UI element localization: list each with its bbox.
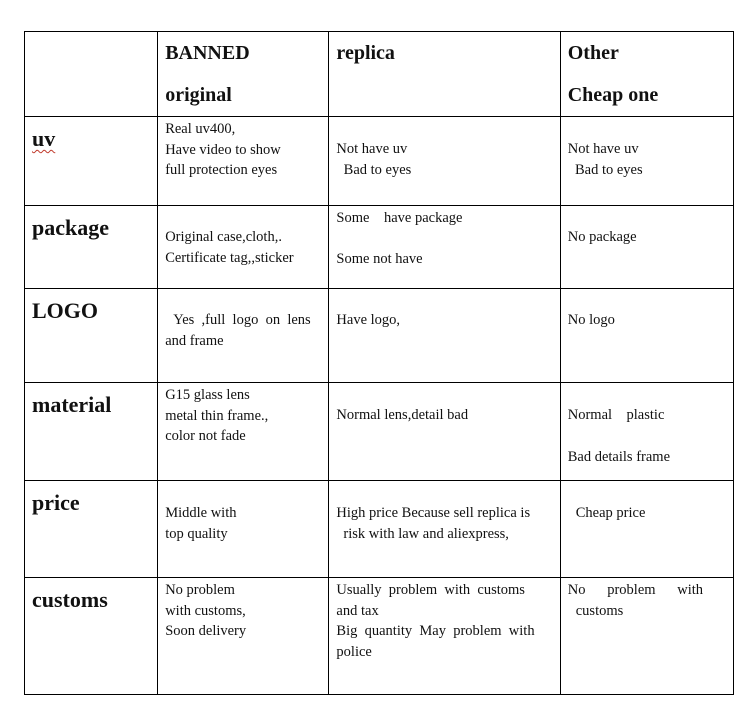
header-other-cheap [560,32,733,117]
row-label: package [32,215,109,240]
replica-cell [329,289,560,383]
cell-line: Certificate tag,,sticker [165,249,294,266]
cell-line: No logo [567,312,615,328]
header-replica [329,32,560,117]
replica-cell [329,578,560,695]
cell-line: Not have uv [567,141,639,157]
cell-line: color not fade [165,428,246,444]
cell-line: Middle with [165,505,237,521]
header-line: replica [336,42,395,64]
row-label-cell [25,481,158,578]
cell-line: Some not have [336,250,423,267]
cell-line: Not have uv [336,141,408,157]
cell-line: top quality [165,525,228,542]
table-row [25,481,734,578]
row-label: price [32,490,80,515]
table-row [25,206,734,289]
cheap-cell [560,117,733,206]
cheap-cell [560,206,733,289]
row-label: customs [32,587,108,612]
cell-line: Bad details frame [567,448,670,465]
cell-line: metal thin frame., [165,407,269,424]
header-line: BANNED [165,42,250,64]
corner-cell [25,32,158,117]
cell-line: and frame [165,332,224,349]
original-cell [158,117,329,206]
cell-line: Bad to eyes [567,161,643,178]
header-line: original [165,84,232,106]
cell-line: Have video to show [165,141,281,158]
header-banned-original [158,32,329,117]
comparison-table [24,31,734,695]
cell-line: No problem with [567,582,704,598]
replica-cell [329,117,560,206]
row-label: material [32,392,112,417]
table-row [25,578,734,695]
row-label-cell [25,117,158,206]
row-label-cell [25,289,158,383]
header-row [25,32,734,117]
cell-line: Normal lens,detail bad [336,407,469,423]
cell-line: G15 glass lens [165,387,250,403]
cell-line: Big quantity May problem with [336,623,535,639]
cell-line: Cheap price [575,505,646,521]
cell-line: Soon delivery [165,623,247,639]
cheap-cell [560,289,733,383]
original-cell [158,289,329,383]
cell-line: Some have package [336,210,463,226]
cell-line: police [336,643,372,660]
cell-line: No package [567,229,637,245]
header-line: Other [567,42,619,64]
replica-cell [329,383,560,481]
original-cell [158,206,329,289]
cell-line: customs [575,602,624,619]
cell-line: Usually problem with customs [336,582,525,598]
original-cell [158,578,329,695]
cell-line: Have logo, [336,312,401,328]
original-cell [158,383,329,481]
table-row [25,383,734,481]
cheap-cell [560,481,733,578]
row-label: uv [32,126,56,151]
cell-line: Yes ,full logo on lens [173,312,311,328]
row-label-cell [25,578,158,695]
table-row [25,117,734,206]
table-row [25,289,734,383]
cell-line: full protection eyes [165,162,278,178]
cell-line: risk with law and aliexpress, [343,525,509,542]
cell-line: Original case,cloth,. [165,229,282,245]
original-cell [158,481,329,578]
replica-cell [329,206,560,289]
row-label-cell [25,383,158,481]
cheap-cell [560,383,733,481]
replica-cell [329,481,560,578]
cell-line: and tax [336,602,379,619]
cell-line: High price Because sell replica is [336,505,531,521]
cell-line: Bad to eyes [336,161,412,178]
cell-line: No problem [165,582,235,598]
row-label-cell [25,206,158,289]
cell-line: Normal plastic [567,407,665,423]
cell-line: Real uv400, [165,121,236,137]
cheap-cell [560,578,733,695]
header-line: Cheap one [567,84,659,106]
row-label: LOGO [32,298,99,323]
cell-line: with customs, [165,602,246,619]
